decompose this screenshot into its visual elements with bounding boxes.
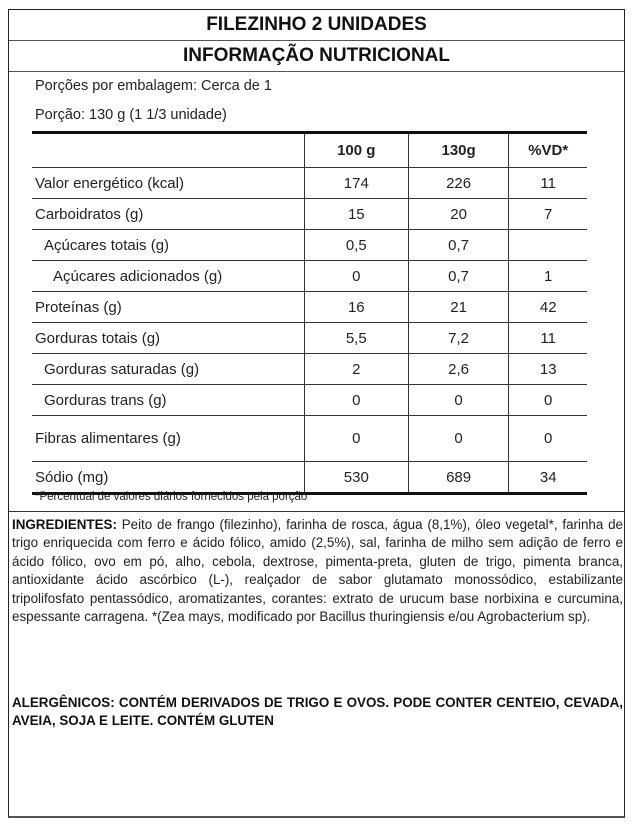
value-per-100g: 5,5 (304, 323, 408, 354)
ingredients-list: Peito de frango (filezinho), farinha de rosca, água (8,1%), óleo vegetal*, farinha de trigo enriquecida com ferro e ácido fólico, amido (2,5%), sal, farinha de milho sem adição de ferro e ácido fólico, ovo em pó, alho, cebola, dextrose, pimenta-preta, gluten de trigo, pimenta branca, antioxidante ácido ascórbico (L-), realçador de sabor glutamato monossódico, estabilizante tripolifosfato pentassódico, aromatizantes, corantes: extrato de urucum base norbixina e curcumina, espessante carragena. *(Zea mays, modificado por Bacillus thuringiensis e/ou Agrobacterium sp). (12, 517, 623, 625)
nutrient-name: Açúcares adicionados (g) (32, 261, 304, 292)
table-row (32, 168, 587, 199)
value-per-100g: 0 (304, 261, 408, 292)
nutrition-table (32, 131, 587, 495)
serving-size: Porção: 130 g (1 1/3 unidade) (35, 107, 227, 123)
section-title: INFORMAÇÃO NUTRICIONAL (9, 41, 624, 72)
nutrient-name: Fibras alimentares (g) (32, 416, 304, 462)
value-per-serving: 7,2 (408, 323, 509, 354)
product-name: FILEZINHO 2 UNIDADES (9, 10, 624, 41)
value-per-100g: 15 (304, 199, 408, 230)
value-per-serving: 21 (408, 292, 509, 323)
value-per-serving: 20 (408, 199, 509, 230)
table-row (32, 261, 587, 292)
nutrient-name: Açúcares totais (g) (32, 230, 304, 261)
daily-value-footnote: *Percentual de valores diários fornecidos pela porção (35, 491, 308, 503)
nutrient-name: Gorduras trans (g) (32, 385, 304, 416)
value-per-100g: 0 (304, 416, 408, 462)
value-daily: 34 (509, 462, 587, 494)
value-per-serving: 0,7 (408, 261, 509, 292)
section-divider (9, 511, 624, 512)
servings-per-package: Porções por embalagem: Cerca de 1 (35, 78, 272, 94)
value-per-100g: 2 (304, 354, 408, 385)
value-per-serving: 0 (408, 385, 509, 416)
ingredients-label: INGREDIENTES: (12, 517, 117, 532)
nutrition-label (8, 9, 625, 818)
value-daily: 13 (509, 354, 587, 385)
table-row (32, 323, 587, 354)
table-header-row (32, 133, 587, 168)
header-nutrient (32, 133, 304, 168)
value-per-100g: 16 (304, 292, 408, 323)
value-daily: 1 (509, 261, 587, 292)
nutrient-name: Gorduras totais (g) (32, 323, 304, 354)
table-row (32, 230, 587, 261)
value-per-serving: 0 (408, 416, 509, 462)
table-row (32, 462, 587, 494)
value-daily: 11 (509, 323, 587, 354)
nutrient-name: Gorduras saturadas (g) (32, 354, 304, 385)
value-per-serving: 0,7 (408, 230, 509, 261)
nutrient-name: Proteínas (g) (32, 292, 304, 323)
table-row (32, 385, 587, 416)
table-row (32, 354, 587, 385)
table-row (32, 199, 587, 230)
value-daily (509, 230, 587, 261)
ingredients-text (12, 516, 623, 626)
value-per-100g: 0,5 (304, 230, 408, 261)
value-per-100g: 530 (304, 462, 408, 494)
value-per-100g: 0 (304, 385, 408, 416)
value-per-100g: 174 (304, 168, 408, 199)
table-row (32, 416, 587, 462)
header-per-100g: 100 g (304, 133, 408, 168)
header-daily-value: %VD* (509, 133, 587, 168)
table-row (32, 292, 587, 323)
nutrient-name: Carboidratos (g) (32, 199, 304, 230)
value-daily: 7 (509, 199, 587, 230)
value-per-serving: 226 (408, 168, 509, 199)
value-daily: 0 (509, 385, 587, 416)
value-daily: 0 (509, 416, 587, 462)
allergens-text: ALERGÊNICOS: CONTÉM DERIVADOS DE TRIGO E OVOS. PODE CONTER CENTEIO, CEVADA, AVEIA, SOJA E LEITE. CONTÉM GLUTEN (12, 695, 623, 729)
nutrient-name: Valor energético (kcal) (32, 168, 304, 199)
value-per-serving: 689 (408, 462, 509, 494)
value-per-serving: 2,6 (408, 354, 509, 385)
nutrient-name: Sódio (mg) (35, 468, 109, 486)
value-daily: 42 (509, 292, 587, 323)
header-per-serving: 130g (408, 133, 509, 168)
value-daily: 11 (509, 168, 587, 199)
